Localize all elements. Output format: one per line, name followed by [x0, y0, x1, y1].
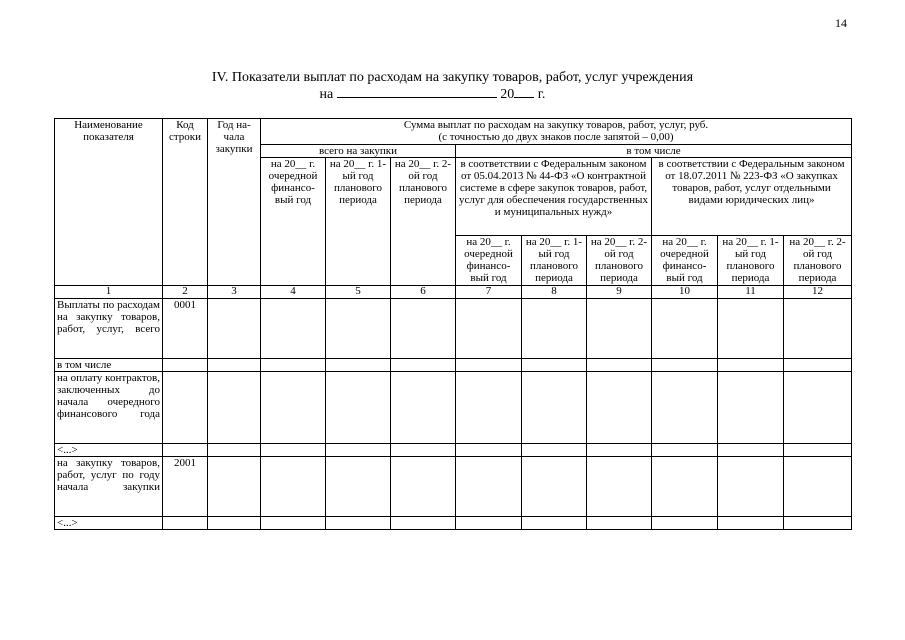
table-row — [55, 372, 852, 444]
header-total-current: на 20__ г. очередной финансо-вый год — [261, 158, 326, 286]
table-row — [55, 444, 852, 457]
header-total: всего на закупки — [261, 145, 456, 158]
row-name: <...> — [55, 444, 163, 457]
row-name: Выплаты по расходам на закупку товаров, работ, услуг, всего — [55, 299, 163, 359]
table-row — [55, 359, 852, 372]
header-223-first: на 20__ г. 1-ый год планового периода — [718, 236, 784, 286]
row-code: 0001 — [163, 299, 208, 359]
column-number: 5 — [326, 286, 391, 299]
header-sum-title: Сумма выплат по расходам на закупку товаров, работ, услуг, руб. — [403, 119, 709, 131]
row-name: <...> — [55, 517, 163, 530]
table-row — [55, 299, 852, 359]
header-sum-note: (с точностью до двух знаков после запятой – 0,00) — [438, 131, 674, 143]
row-name: на закупку товаров, работ, услуг по году начала закупки — [55, 457, 163, 517]
column-number: 3 — [208, 286, 261, 299]
header-44-current: на 20__ г. очередной финансо-вый год — [456, 236, 522, 286]
header-law-223: в соответствии с Федеральным законом от 18.07.2011 № 223-ФЗ «О закупках товаров, работ, услуг отдельными видами юридических лиц» — [652, 158, 852, 236]
column-number: 1 — [55, 286, 163, 299]
column-numbers-row — [55, 286, 852, 299]
column-number: 8 — [522, 286, 587, 299]
page-number: 14 — [835, 16, 847, 30]
date-blank — [337, 85, 497, 98]
row-name: на оплату контрактов, заключенных до начала очередного финансового года — [55, 372, 163, 444]
header-including: в том числе — [456, 145, 852, 158]
column-number: 6 — [391, 286, 456, 299]
section-title — [0, 70, 905, 102]
column-number: 12 — [784, 286, 852, 299]
header-total-first: на 20__ г. 1-ый год планового периода — [326, 158, 391, 286]
row-code — [163, 517, 208, 530]
header-223-second: на 20__ г. 2-ой год планового периода — [784, 236, 852, 286]
header-sum — [261, 119, 852, 145]
header-total-second: на 20__ г. 2-ой год планового периода — [391, 158, 456, 286]
column-number: 9 — [587, 286, 652, 299]
header-name: Наименование показателя — [55, 119, 163, 286]
title-line-2: на 20 г. — [319, 87, 546, 102]
header-44-first: на 20__ г. 1-ый год планового периода — [522, 236, 587, 286]
year-blank — [514, 85, 534, 98]
table-row — [55, 457, 852, 517]
column-number: 7 — [456, 286, 522, 299]
column-number: 4 — [261, 286, 326, 299]
row-code — [163, 359, 208, 372]
table-row — [55, 517, 852, 530]
header-law-44: в соответствии с Федеральным законом от 05.04.2013 № 44-ФЗ «О контрактной системе в сфере закупок товаров, работ, услуг для обеспечения государственных и муниципальных нужд» — [456, 158, 652, 236]
column-number: 11 — [718, 286, 784, 299]
column-number: 10 — [652, 286, 718, 299]
row-code — [163, 372, 208, 444]
row-name: в том числе — [55, 359, 163, 372]
header-223-current: на 20__ г. очередной финансо-вый год — [652, 236, 718, 286]
row-code — [163, 444, 208, 457]
header-44-second: на 20__ г. 2-ой год планового периода — [587, 236, 652, 286]
header-code: Код строки — [163, 119, 208, 286]
column-number: 2 — [163, 286, 208, 299]
title-line-1: IV. Показатели выплат по расходам на закупку товаров, работ, услуг учреждения — [211, 70, 694, 85]
payments-table — [54, 118, 852, 530]
header-year: Год на-чала закупки — [208, 119, 261, 286]
row-code: 2001 — [163, 457, 208, 517]
